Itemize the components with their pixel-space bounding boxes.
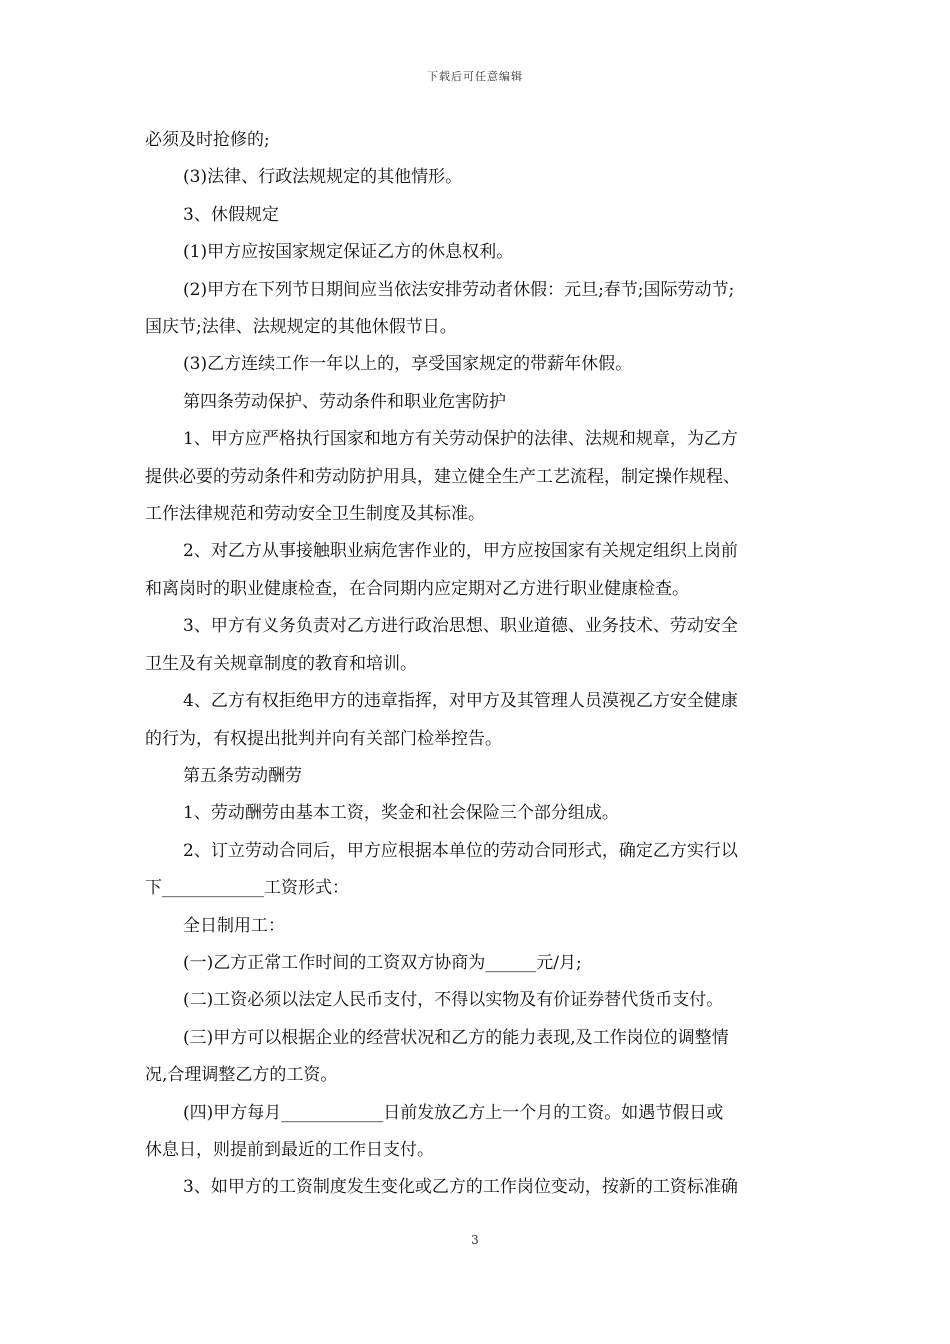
text-line: 第四条劳动保护、劳动条件和职业危害防护 <box>183 391 506 412</box>
text-line: 第五条劳动酬劳 <box>183 765 302 786</box>
text-line: (3)乙方连续工作一年以上的，享受国家规定的带薪年休假。 <box>183 354 633 375</box>
text-line: 提供必要的劳动条件和劳动防护用具，建立健全生产工艺流程，制定操作规程、 <box>145 466 740 487</box>
text-line: (三)甲方可以根据企业的经营状况和乙方的能力表现,及工作岗位的调整情 <box>183 1027 729 1048</box>
text-line: 1、甲方应严格执行国家和地方有关劳动保护的法律、法规和规章，为乙方 <box>183 429 738 450</box>
text-line: 2、对乙方从事接触职业病危害作业的，甲方应按国家有关规定组织上岗前 <box>183 541 738 562</box>
text-line: 的行为，有权提出批判并向有关部门检举控告。 <box>145 728 502 749</box>
text-line: (二)工资必须以法定人民币支付，不得以实物及有价证券替代货币支付。 <box>183 990 724 1011</box>
text-line: (一)乙方正常工作时间的工资双方协商为______元/月; <box>183 952 582 973</box>
text-line: 国庆节;法律、法规规定的其他休假节日。 <box>145 317 457 338</box>
text-line: (3)法律、行政法规规定的其他情形。 <box>183 167 463 188</box>
text-line: 休息日，则提前到最近的工作日支付。 <box>145 1139 434 1160</box>
text-line: 卫生及有关规章制度的教育和培训。 <box>145 653 417 674</box>
text-line: 全日制用工： <box>183 915 285 936</box>
text-line: 4、乙方有权拒绝甲方的违章指挥，对甲方及其管理人员漠视乙方安全健康 <box>183 691 738 712</box>
page-header: 下载后可任意编辑 <box>427 70 523 83</box>
text-line: 3、休假规定 <box>183 204 279 225</box>
text-line: (1)甲方应按国家规定保证乙方的休息权利。 <box>183 242 514 263</box>
document-body <box>145 122 820 1207</box>
text-line: 和离岗时的职业健康检查，在合同期内应定期对乙方进行职业健康检查。 <box>145 578 689 599</box>
page-number: 3 <box>471 1233 479 1247</box>
text-line: 况,合理调整乙方的工资。 <box>145 1065 338 1086</box>
text-line: (四)甲方每月____________日前发放乙方上一个月的工资。如遇节假日或 <box>183 1102 724 1123</box>
text-line: 下____________工资形式： <box>145 878 349 899</box>
text-line: 1、劳动酬劳由基本工资，奖金和社会保险三个部分组成。 <box>183 803 619 824</box>
text-line: 工作法律规范和劳动安全卫生制度及其标准。 <box>145 504 485 525</box>
text-line: 3、如甲方的工资制度发生变化或乙方的工作岗位变动，按新的工资标准确 <box>183 1177 738 1198</box>
text-line: 2、订立劳动合同后，甲方应根据本单位的劳动合同形式，确定乙方实行以 <box>183 840 738 861</box>
text-line: 3、甲方有义务负责对乙方进行政治思想、职业道德、业务技术、劳动安全 <box>183 616 738 637</box>
text-line: (2)甲方在下列节日期间应当依法安排劳动者休假：元旦;春节;国际劳动节; <box>183 279 735 300</box>
text-line: 必须及时抢修的; <box>145 130 270 150</box>
